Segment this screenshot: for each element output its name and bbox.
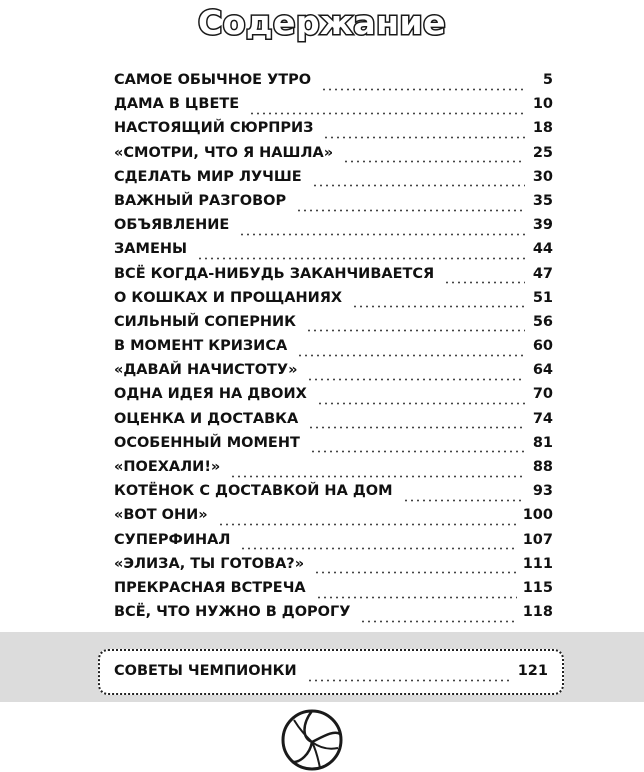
toc-entry[interactable] <box>114 483 553 507</box>
dot-leader <box>343 160 525 163</box>
dot-leader <box>306 329 525 332</box>
dot-leader <box>230 475 525 478</box>
toc-entry[interactable] <box>114 193 553 217</box>
toc-entry-title: НАСТОЯЩИЙ СЮРПРИЗ <box>114 120 314 137</box>
appendix-entry[interactable] <box>114 663 548 687</box>
toc-entry-title: «ЭЛИЗА, ТЫ ГОТОВА?» <box>114 555 305 572</box>
page-title: Содержание <box>198 3 446 42</box>
toc-entry-title: «ВОТ ОНИ» <box>114 507 208 524</box>
appendix-page: 121 <box>517 663 548 679</box>
toc-entry[interactable] <box>114 435 553 459</box>
table-of-contents <box>114 72 553 628</box>
dot-leader <box>403 499 525 502</box>
toc-entry-title: О КОШКАХ И ПРОЩАНИЯХ <box>114 289 343 306</box>
toc-entry[interactable] <box>114 145 553 169</box>
toc-entry-title: «СМОТРИ, ЧТО Я НАШЛА» <box>114 144 334 161</box>
toc-entry-page: 107 <box>522 531 553 548</box>
toc-entry-title: ЗАМЕНЫ <box>114 241 188 258</box>
toc-entry-title: КОТЁНОК С ДОСТАВКОЙ НА ДОМ <box>114 483 393 500</box>
dot-leader <box>352 305 525 308</box>
toc-entry[interactable] <box>114 459 553 483</box>
toc-entry-page: 39 <box>532 217 553 234</box>
dot-leader <box>317 402 525 405</box>
toc-entry[interactable] <box>114 120 553 144</box>
toc-entry-title: САМОЕ ОБЫЧНОЕ УТРО <box>114 72 312 88</box>
toc-entry[interactable] <box>114 290 553 314</box>
toc-entry-title: «ПОЕХАЛИ!» <box>114 459 221 475</box>
toc-entry-page: 74 <box>532 410 553 427</box>
toc-entry[interactable] <box>114 362 553 386</box>
toc-entry-page: 70 <box>532 386 553 403</box>
toc-entry[interactable] <box>114 338 553 362</box>
toc-entry-page: 10 <box>532 96 553 113</box>
toc-entry[interactable] <box>114 507 553 531</box>
toc-entry[interactable] <box>114 96 553 120</box>
toc-entry[interactable] <box>114 72 553 96</box>
toc-entry-page: 60 <box>532 338 553 355</box>
toc-entry[interactable] <box>114 604 553 628</box>
dot-leader <box>323 136 525 139</box>
toc-entry-title: ВСЁ КОГДА-НИБУДЬ ЗАКАНЧИВАЕТСЯ <box>114 265 435 282</box>
toc-entry[interactable] <box>114 217 553 241</box>
toc-entry-page: 111 <box>522 555 553 572</box>
toc-entry[interactable] <box>114 169 553 193</box>
toc-entry-page: 25 <box>532 144 553 161</box>
dot-leader <box>297 354 525 357</box>
dot-leader <box>360 620 516 623</box>
toc-entry-title: СУПЕРФИНАЛ <box>114 531 231 548</box>
dot-leader <box>197 257 525 260</box>
toc-entry[interactable] <box>114 580 553 604</box>
appendix-title: СОВЕТЫ ЧЕМПИОНКИ <box>114 663 297 679</box>
toc-entry-page: 18 <box>532 120 553 137</box>
toc-entry-page: 64 <box>532 362 553 379</box>
dot-leader <box>308 426 525 429</box>
toc-entry[interactable] <box>114 266 553 290</box>
toc-entry[interactable] <box>114 386 553 410</box>
toc-entry-title: ПРЕКРАСНАЯ ВСТРЕЧА <box>114 579 306 596</box>
toc-entry-title: В МОМЕНТ КРИЗИСА <box>114 338 288 355</box>
toc-entry-page: 93 <box>532 483 553 500</box>
dot-leader <box>307 679 512 682</box>
toc-entry-page: 115 <box>522 579 553 596</box>
toc-entry-title: ДАМА В ЦВЕТЕ <box>114 96 240 113</box>
dot-leader <box>321 88 525 91</box>
dot-leader <box>240 547 516 550</box>
toc-entry-title: ОСОБЕННЫЙ МОМЕНТ <box>114 434 300 451</box>
toc-entry-page: 5 <box>542 72 553 88</box>
toc-entry-title: «ДАВАЙ НАЧИСТОТУ» <box>114 362 298 379</box>
toc-entry-title: ВАЖНЫЙ РАЗГОВОР <box>114 192 287 209</box>
toc-entry[interactable] <box>114 532 553 556</box>
toc-entry[interactable] <box>114 411 553 435</box>
dot-leader <box>314 571 517 574</box>
dot-leader <box>307 378 525 381</box>
toc-entry-page: 56 <box>532 313 553 330</box>
dot-leader <box>316 596 517 599</box>
toc-entry-page: 81 <box>532 434 553 451</box>
appendix-box <box>98 649 564 695</box>
toc-entry[interactable] <box>114 556 553 580</box>
toc-entry-page: 51 <box>532 289 553 306</box>
toc-entry[interactable] <box>114 314 553 338</box>
toc-entry-page: 44 <box>532 241 553 258</box>
toc-entry-title: СИЛЬНЫЙ СОПЕРНИК <box>114 313 296 330</box>
volleyball-icon <box>280 708 344 772</box>
toc-entry-title: ОДНА ИДЕЯ НА ДВОИХ <box>114 386 307 403</box>
toc-entry-title: ОЦЕНКА И ДОСТАВКА <box>114 410 299 427</box>
dot-leader <box>444 281 525 284</box>
toc-entry-page: 30 <box>532 168 553 185</box>
toc-entry-page: 118 <box>522 604 553 621</box>
toc-entry-page: 35 <box>532 192 553 209</box>
dot-leader <box>239 233 525 236</box>
toc-entry-page: 88 <box>532 459 553 475</box>
toc-entry-page: 100 <box>522 507 553 524</box>
toc-entry-title: СДЕЛАТЬ МИР ЛУЧШЕ <box>114 168 302 185</box>
toc-entry-title: ОБЪЯВЛЕНИЕ <box>114 217 230 234</box>
dot-leader <box>296 209 525 212</box>
dot-leader <box>310 450 525 453</box>
dot-leader <box>312 184 525 187</box>
toc-entry-page: 47 <box>532 265 553 282</box>
toc-entry[interactable] <box>114 241 553 265</box>
dot-leader <box>218 523 517 526</box>
dot-leader <box>249 112 525 115</box>
toc-entry-title: ВСЁ, ЧТО НУЖНО В ДОРОГУ <box>114 604 351 621</box>
